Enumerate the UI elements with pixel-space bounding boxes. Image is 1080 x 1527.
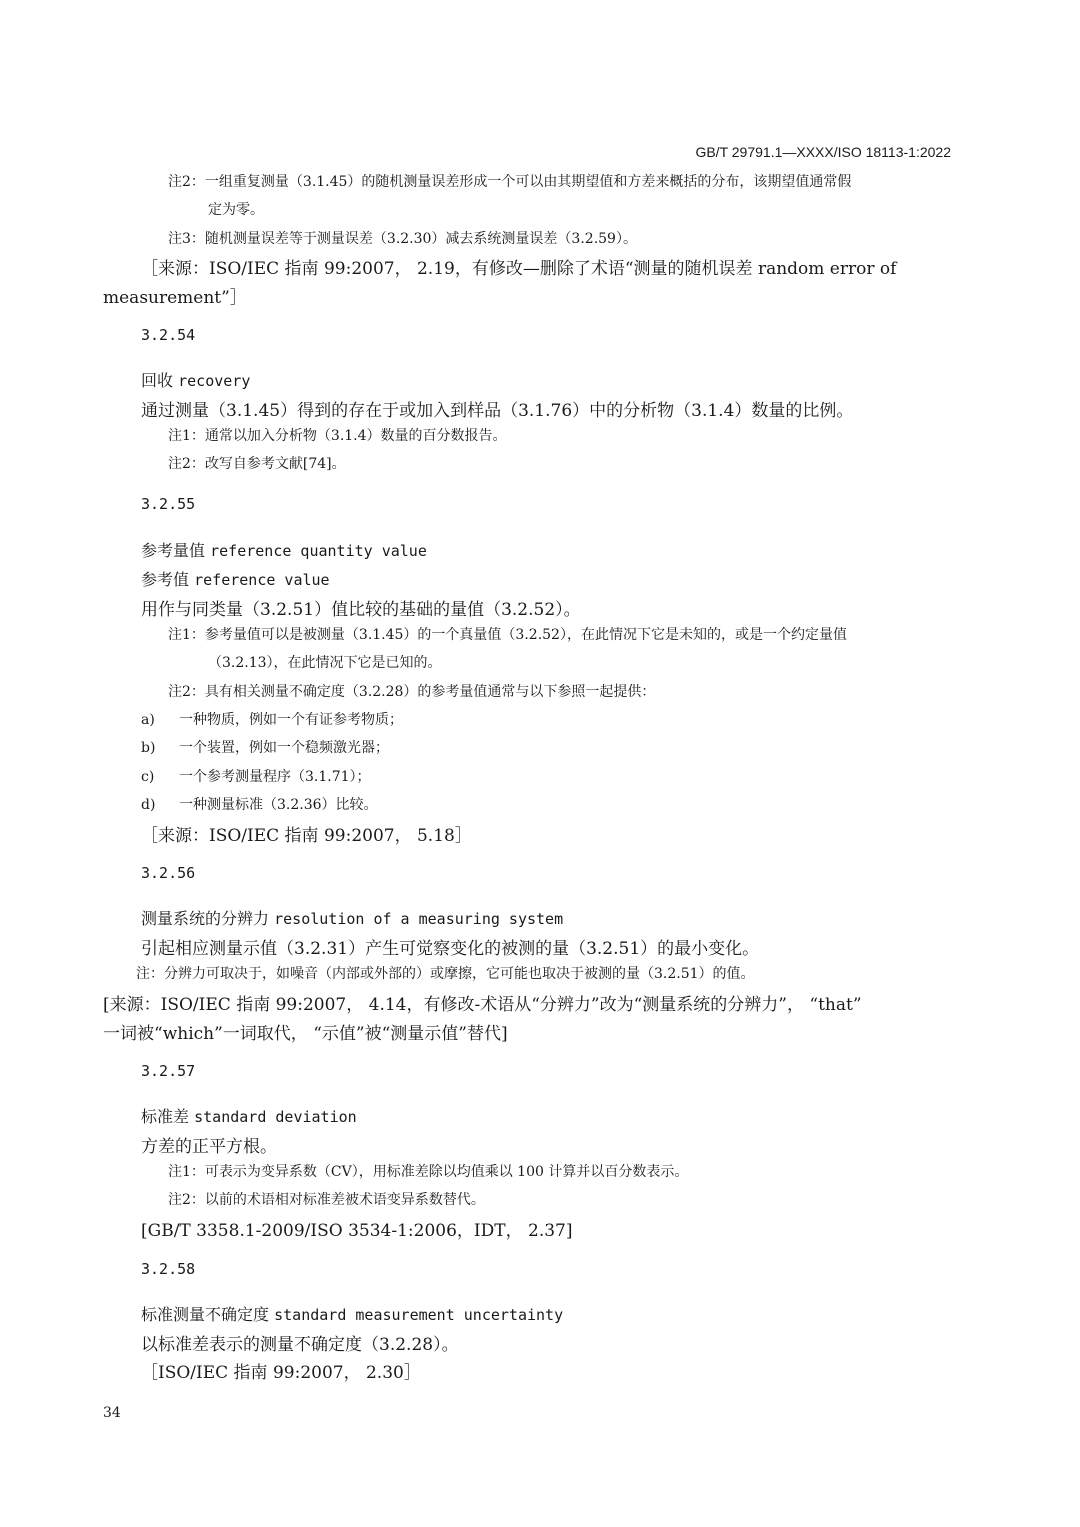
entry-number: 3.2.54 <box>141 326 196 344</box>
list-item-text: 一种测量标准（3.2.36）比较。 <box>179 797 378 813</box>
list-item-label: b) <box>141 740 156 756</box>
term-cn: 标准测量不确定度 <box>141 1305 270 1324</box>
term-cn: 参考量值 <box>141 541 206 560</box>
term <box>141 1302 563 1325</box>
source: ［来源：ISO/IEC 指南 99:2007， 5.18］ <box>141 826 472 846</box>
term-cn: 标准差 <box>141 1107 190 1126</box>
term-en: standard deviation <box>194 1108 357 1126</box>
term <box>141 906 563 929</box>
definition: 通过测量（3.1.45）得到的存在于或加入到样品（3.1.76）中的分析物（3.1.4）数量的比例。 <box>141 401 854 421</box>
term-cn: 回收 <box>141 371 174 390</box>
list-item <box>141 766 371 786</box>
note-2-line-2: 定为零。 <box>208 202 264 218</box>
list-item-text: 一个装置，例如一个稳频激光器； <box>179 740 389 756</box>
term-en: recovery <box>178 372 251 390</box>
source-line-1: ［来源：ISO/IEC 指南 99:2007， 2.19，有修改—删除了术语“测量的随机误差 random error of <box>141 259 897 279</box>
source: [GB/T 3358.1-2009/ISO 3534-1:2006，IDT， 2.37] <box>141 1221 573 1241</box>
note-1-line-2: （3.2.13），在此情况下它是已知的。 <box>208 655 442 671</box>
term-en: resolution of a measuring system <box>274 910 564 928</box>
page-number: 34 <box>103 1405 121 1421</box>
definition: 引起相应测量示值（3.2.31）产生可觉察变化的被测的量（3.2.51）的最小变化。 <box>141 939 760 959</box>
note-2: 注2：以前的术语相对标准差被术语变异系数替代。 <box>168 1192 485 1208</box>
source-line-2: measurement”］ <box>103 288 247 308</box>
entry-number: 3.2.55 <box>141 495 196 513</box>
list-item-text: 一种物质，例如一个有证参考物质； <box>179 712 403 728</box>
note-2: 注2：改写自参考文献[74]。 <box>168 456 346 472</box>
term <box>141 538 427 561</box>
source-line-1: [来源：ISO/IEC 指南 99:2007， 4.14，有修改-术语从“分辨力”改为“测量系统的分辨力”， “that” <box>103 995 862 1015</box>
list-item <box>141 794 378 814</box>
list-item-label: a) <box>141 712 155 728</box>
note-2: 注2：具有相关测量不确定度（3.2.28）的参考量值通常与以下参照一起提供： <box>168 684 656 700</box>
term <box>141 368 250 391</box>
list-item-label: d) <box>141 797 156 813</box>
entry-number: 3.2.57 <box>141 1062 196 1080</box>
entry-number: 3.2.56 <box>141 864 196 882</box>
definition: 方差的正平方根。 <box>141 1137 277 1157</box>
definition: 以标准差表示的测量不确定度（3.2.28）。 <box>141 1335 459 1355</box>
term-synonym <box>141 567 330 590</box>
note-3: 注3：随机测量误差等于测量误差（3.2.30）减去系统测量误差（3.2.59）。 <box>168 231 637 247</box>
page-header: GB/T 29791.1—XXXX/ISO 18113-1:2022 <box>695 144 951 160</box>
term-en: reference quantity value <box>210 542 427 560</box>
term-cn: 测量系统的分辨力 <box>141 909 270 928</box>
list-item-label: c) <box>141 769 155 785</box>
list-item <box>141 709 403 729</box>
definition: 用作与同类量（3.2.51）值比较的基础的量值（3.2.52）。 <box>141 600 581 620</box>
term-en: reference value <box>194 571 330 589</box>
note-1: 注1：可表示为变异系数（CV），用标准差除以均值乘以 100 计算并以百分数表示。 <box>168 1164 689 1180</box>
note-2-line-1: 注2：一组重复测量（3.1.45）的随机测量误差形成一个可以由其期望值和方差来概括的分布，该期望值通常假 <box>168 174 852 190</box>
source: ［ISO/IEC 指南 99:2007， 2.30］ <box>141 1363 421 1383</box>
term <box>141 1104 357 1127</box>
note-1: 注1：通常以加入分析物（3.1.4）数量的百分数报告。 <box>168 428 507 444</box>
note: 注：分辨力可取决于，如噪音（内部或外部的）或摩擦，它可能也取决于被测的量（3.2.51）的值。 <box>136 966 755 982</box>
term-cn: 参考值 <box>141 570 190 589</box>
list-item-text: 一个参考测量程序（3.1.71）； <box>179 769 371 785</box>
note-1-line-1: 注1：参考量值可以是被测量（3.1.45）的一个真量值（3.2.52），在此情况下它是未知的，或是一个约定量值 <box>168 627 847 643</box>
term-en: standard measurement uncertainty <box>274 1306 564 1324</box>
entry-number: 3.2.58 <box>141 1260 196 1278</box>
source-line-2: 一词被“which”一词取代， “示值”被“测量示值”替代] <box>103 1024 508 1044</box>
list-item <box>141 737 389 757</box>
